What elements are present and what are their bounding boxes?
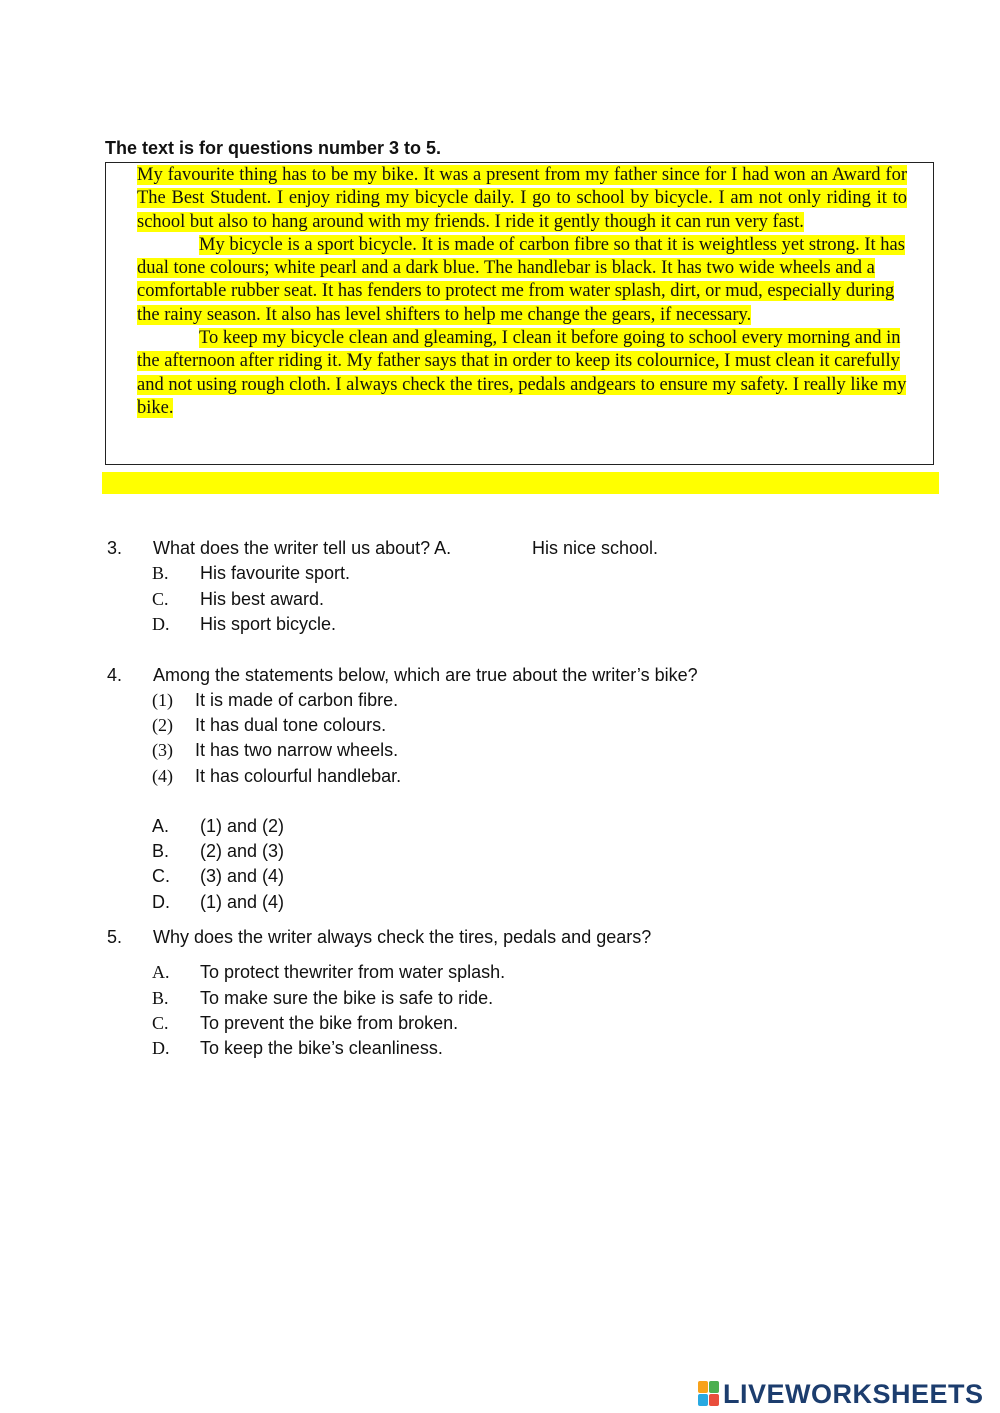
option-a-text[interactable]: His nice school. <box>532 538 659 558</box>
option-c[interactable]: C. His best award. <box>152 589 325 609</box>
logo-text: LIVEWORKSHEETS <box>723 1378 984 1409</box>
liveworksheets-logo-icon <box>698 1381 720 1407</box>
question-text: Among the statements below, which are true about the writer’s bike? <box>153 665 698 685</box>
option-d[interactable]: D. His sport bicycle. <box>152 614 337 634</box>
option-a[interactable]: A. To protect thewriter from water splash. <box>152 962 506 982</box>
passage-paragraph-1: My favourite thing has to be my bike. It was a present from my father since for I had won an Award for The Best Student. I enjoy riding my bicycle daily. I go to school by bicycle. I am not only riding it to school but also to hang around with my friends. I ride it gently though it can run very fast. <box>137 165 907 232</box>
option-c[interactable]: C. To prevent the bike from broken. <box>152 1013 459 1033</box>
statement-4: (4) It has colourful handlebar. <box>152 766 402 786</box>
question-number: 3. <box>107 538 123 558</box>
option-b[interactable]: B. To make sure the bike is safe to ride. <box>152 988 494 1008</box>
question-4-stem <box>0 665 1000 689</box>
option-b[interactable]: B. (2) and (3) <box>152 841 285 861</box>
option-b[interactable]: B. His favourite sport. <box>152 563 351 583</box>
statement-1: (1) It is made of carbon fibre. <box>152 690 399 710</box>
reading-heading: The text is for questions number 3 to 5. <box>105 138 442 158</box>
option-d[interactable]: D. To keep the bike’s cleanliness. <box>152 1038 443 1058</box>
statement-2: (2) It has dual tone colours. <box>152 715 387 735</box>
question-3-stem <box>0 538 1000 562</box>
passage-paragraph-2: My bicycle is a sport bicycle. It is made of carbon fibre so that it is weightless yet strong. It has dual tone colours; white pearl and a dark blue. The handlebar is black. It has two wide wheels and a comfortable rubber seat. It has fenders to protect me from water splash, dirt, or mud, especially during the rainy season. It also has level shifters to help me change the gears, if necessary. <box>137 234 905 325</box>
question-5-stem <box>0 927 1000 951</box>
option-c[interactable]: C. (3) and (4) <box>152 866 285 886</box>
highlight-bar <box>102 472 939 494</box>
question-text: What does the writer tell us about? A. <box>153 538 452 558</box>
option-a[interactable]: A. (1) and (2) <box>152 816 285 836</box>
statement-3: (3) It has two narrow wheels. <box>152 740 399 760</box>
option-d[interactable]: D. (1) and (4) <box>152 892 285 912</box>
passage-paragraph-3: To keep my bicycle clean and gleaming, I clean it before going to school every morning and in the afternoon after riding it. My father says that in order to keep its colournice, I must clean it carefully and not using rough cloth. I always check the tires, pedals andgears to ensure my safety. I really like my bike. <box>137 328 907 418</box>
question-text: Why does the writer always check the tires, pedals and gears? <box>153 927 652 947</box>
liveworksheets-logo[interactable] <box>698 1378 984 1410</box>
question-number: 5. <box>107 927 123 947</box>
question-number: 4. <box>107 665 123 685</box>
passage <box>137 164 907 420</box>
